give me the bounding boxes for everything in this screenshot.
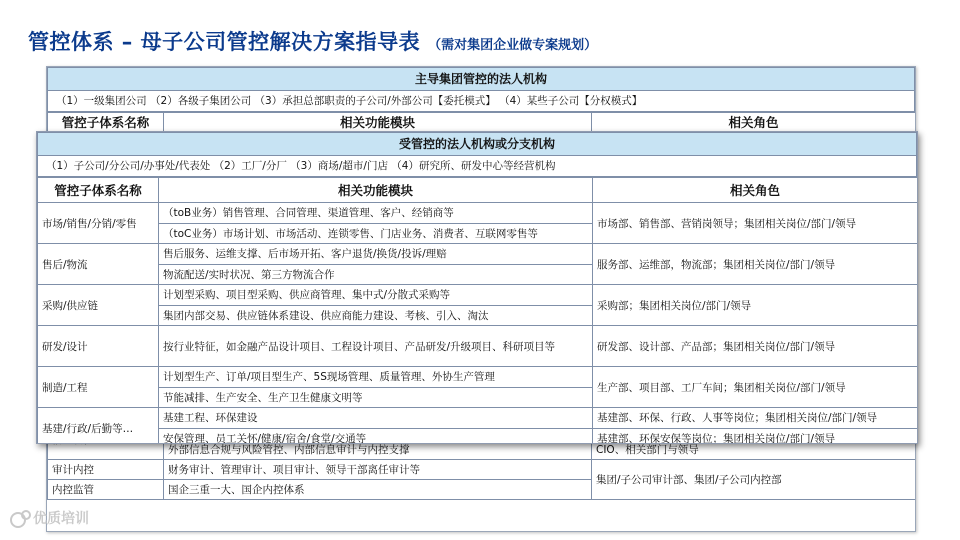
row-module: 国企三重一大、国企内控体系 [164, 480, 592, 500]
row-module: 财务审计、管理审计、项目审计、领导干部离任审计等 [164, 460, 592, 480]
row-module: 节能减排、生产安全、生产卫生健康文明等 [159, 387, 593, 408]
table-row [38, 244, 918, 265]
table-row [38, 408, 918, 429]
row-role: 基建部、环保、行政、人事等岗位；集团相关岗位/部门/领导 [593, 408, 918, 429]
front-table [37, 177, 918, 444]
row-module: （toC业务）市场计划、市场活动、连锁零售、门店业务、消费者、互联网零售等 [159, 223, 593, 244]
table-row [38, 285, 918, 306]
row-name: 制造/工程 [38, 367, 159, 408]
watermark-logo-icon [8, 509, 30, 527]
table-header-row [38, 178, 918, 203]
row-role: 服务部、运维部，物流部；集团相关岗位/部门/领导 [593, 244, 918, 285]
row-module: 集团内部交易、供应链体系建设、供应商能力建设、考核、引入、淘汰 [159, 305, 593, 326]
header-cell: 相关功能模块 [159, 178, 593, 203]
row-module: 物流配送/实时状况、第三方物流合作 [159, 264, 593, 285]
table-header-row [48, 113, 916, 132]
row-module: 计划型采购、项目型采购、供应商管理、集中式/分散式采购等 [159, 285, 593, 306]
controlled-entities-card [36, 131, 918, 444]
row-module: （toB业务）销售管理、合同管理、渠道管理、客户、经销商等 [159, 203, 593, 224]
page-title: 管控体系 – 母子公司管控解决方案指导表 [28, 30, 421, 54]
row-name: 售后/物流 [38, 244, 159, 285]
header-cell: 相关角色 [593, 178, 918, 203]
row-module: 外部信息合规与风险管控、内部信息审计与内控支撑 [164, 440, 592, 460]
header-cell: 相关功能模块 [164, 113, 592, 132]
table-row [38, 326, 918, 367]
table-row [48, 460, 916, 480]
row-name-partial: 内控监管 [48, 480, 164, 500]
row-role: CIO、相关部门与领导 [592, 440, 916, 460]
controlled-entities-band: 受管控的法人机构或分支机构 [37, 132, 917, 156]
row-module: 计划型生产、订单/项目型生产、5S现场管理、质量管理、外协生产管理 [159, 367, 593, 388]
header-cell: 管控子体系名称 [38, 178, 159, 203]
table-row [38, 203, 918, 224]
page-subtitle: （需对集团企业做专案规划） [428, 38, 598, 53]
page-title-bar [28, 26, 597, 56]
table-row [38, 428, 918, 444]
row-role: 市场部、销售部、营销岗领导；集团相关岗位/部门/领导 [593, 203, 918, 244]
controlling-entities-band: 主导集团管控的法人机构 [47, 67, 915, 91]
controlling-entities-types: （1）一级集团公司 （2）各级子集团公司 （3）承担总部职责的子公司/外部公司【委托模式】 （4）某些子公司【分权模式】 [47, 91, 915, 112]
row-module: 售后服务、运维支撑、后市场开拓、客户退货/换货/投诉/理赔 [159, 244, 593, 265]
table-row [38, 367, 918, 388]
header-cell: 相关角色 [592, 113, 916, 132]
row-name: 采购/供应链 [38, 285, 159, 326]
row-role: 研发部、设计部、产品部；集团相关岗位/部门/领导 [593, 326, 918, 367]
row-role: 采购部；集团相关岗位/部门/领导 [593, 285, 918, 326]
row-name: 基建/行政/后勤等… [38, 408, 159, 445]
row-module: 按行业特征，如金融产品设计项目、工程设计项目、产品研发/升级项目、科研项目等 [159, 326, 593, 367]
watermark-text: 优质培训 [33, 511, 89, 527]
row-name: 研发/设计 [38, 326, 159, 367]
row-role: 生产部、项目部、工厂车间；集团相关岗位/部门/领导 [593, 367, 918, 408]
row-name: 审计内控 [48, 460, 164, 480]
row-role: 集团/子公司审计部、集团/子公司内控部 [592, 460, 916, 500]
row-role: 基建部、环保安保等岗位；集团相关岗位/部门/领导 [593, 428, 918, 444]
row-module: 基建工程、环保建设 [159, 408, 593, 429]
header-cell: 管控子体系名称 [48, 113, 164, 132]
row-module: 安保管理、员工关怀/健康/宿舍/食堂/交通等 [159, 428, 593, 444]
controlled-entities-types: （1）子公司/分公司/办事处/代表处 （2）工厂/分厂 （3）商场/超市/门店 （4）研究所、研发中心等经营机构 [37, 156, 917, 177]
row-name: 市场/销售/分销/零售 [38, 203, 159, 244]
watermark [8, 508, 89, 528]
